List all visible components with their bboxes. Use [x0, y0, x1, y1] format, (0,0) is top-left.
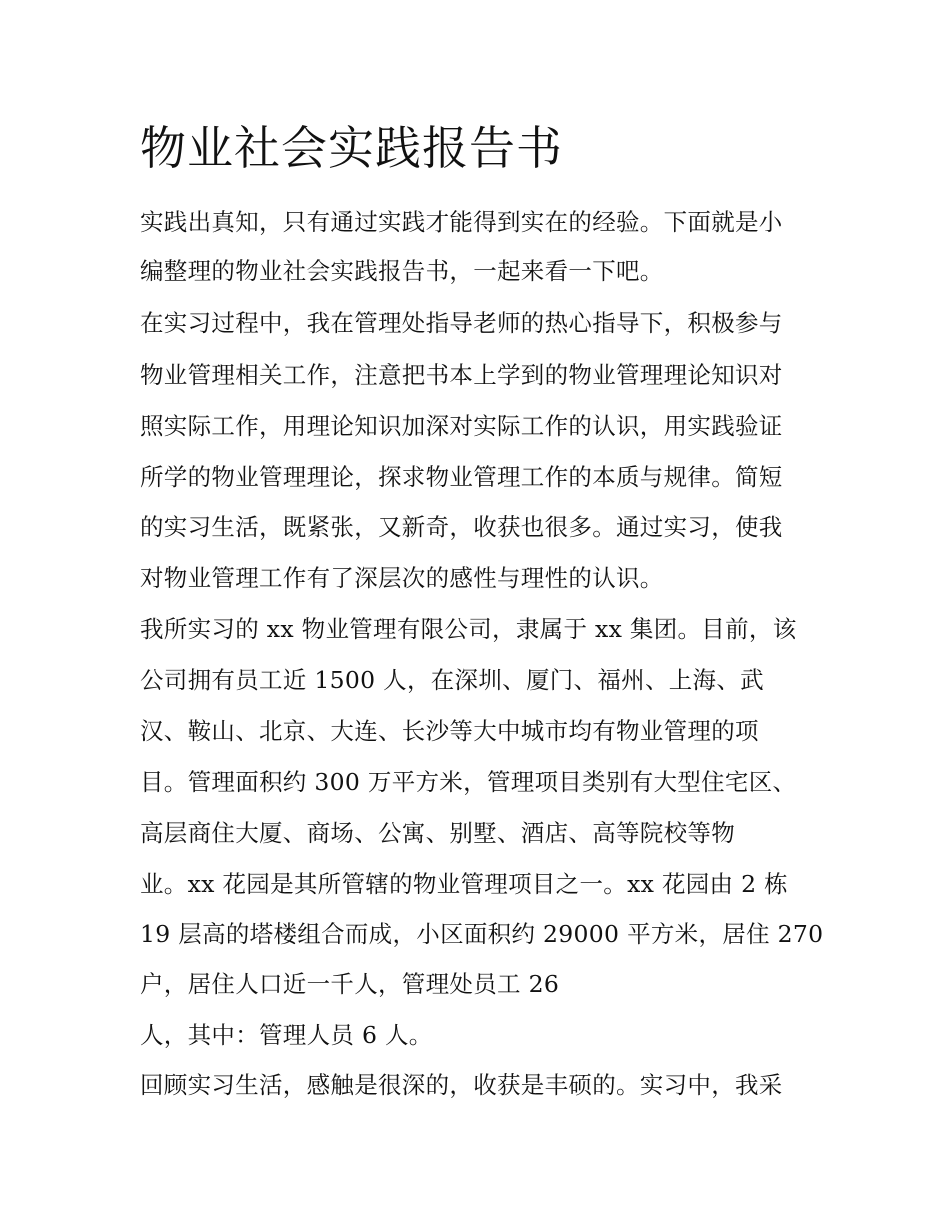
paragraph-line: 所学的物业管理理论，探求物业管理工作的本质与规律。简短	[140, 463, 783, 491]
paragraph-line: 回顾实习生活，感触是很深的，收获是丰硕的。实习中，我采	[140, 1071, 783, 1099]
paragraph-line: 我所实习的 xx 物业管理有限公司，隶属于 xx 集团。目前，该	[140, 615, 797, 643]
paragraph-line: 19 层高的塔楼组合而成，小区面积约 29000 平方米，居住 270	[140, 920, 824, 948]
paragraph-line: 高层商住大厦、商场、公寓、别墅、酒店、高等院校等物	[140, 819, 735, 847]
paragraph-line: 户，居住人口近一千人，管理处员工 26	[140, 970, 560, 998]
paragraph-line: 对物业管理工作有了深层次的感性与理性的认识。	[140, 564, 664, 592]
paragraph-line: 公司拥有员工近 1500 人，在深圳、厦门、福州、上海、武	[140, 666, 764, 694]
paragraph-line: 照实际工作，用理论知识加深对实际工作的认识，用实践验证	[140, 412, 783, 440]
paragraph-line: 汉、鞍山、北京、大连、长沙等大中城市均有物业管理的项	[140, 717, 759, 745]
paragraph-line: 的实习生活，既紧张，又新奇，收获也很多。通过实习，使我	[140, 513, 783, 541]
paragraph-line: 物业管理相关工作，注意把书本上学到的物业管理理论知识对	[140, 361, 783, 389]
paragraph-line: 在实习过程中，我在管理处指导老师的热心指导下，积极参与	[140, 309, 783, 337]
document-title: 物业社会实践报告书	[140, 121, 563, 175]
paragraph-line: 目。管理面积约 300 万平方米，管理项目类别有大型住宅区、	[140, 768, 797, 796]
paragraph-line: 编整理的物业社会实践报告书，一起来看一下吧。	[140, 257, 664, 285]
paragraph-line: 人，其中：管理人员 6 人。	[140, 1021, 433, 1049]
paragraph-line: 实践出真知，只有通过实践才能得到实在的经验。下面就是小	[140, 208, 783, 236]
paragraph-line: 业。xx 花园是其所管辖的物业管理项目之一。xx 花园由 2 栋	[140, 870, 788, 898]
